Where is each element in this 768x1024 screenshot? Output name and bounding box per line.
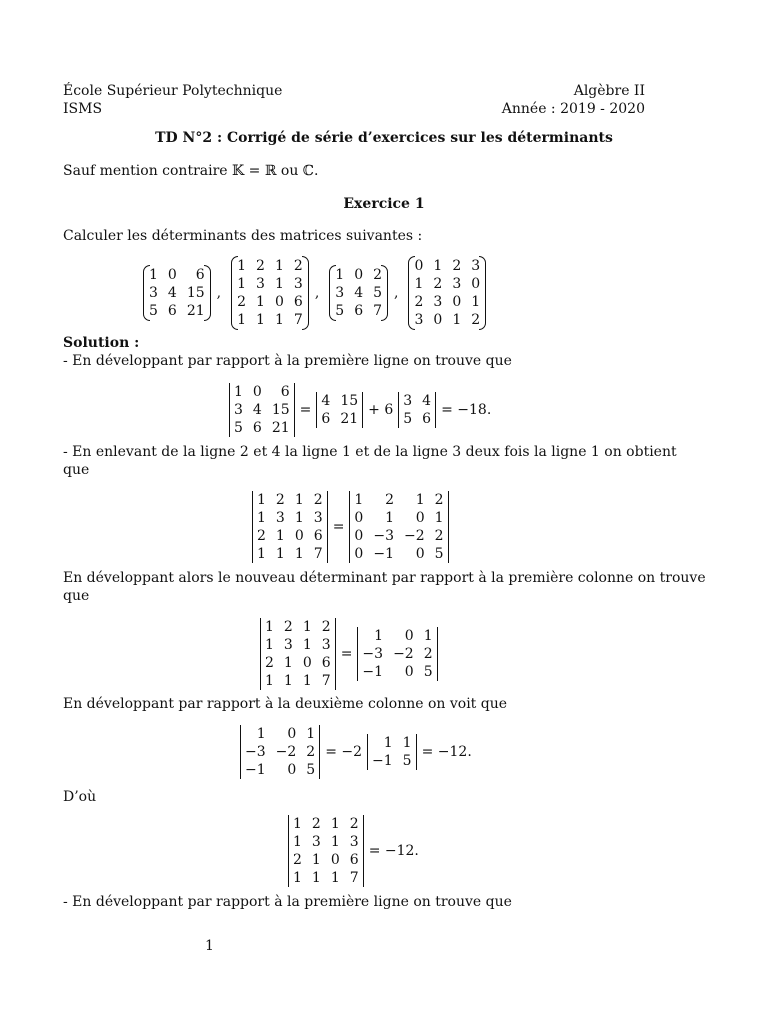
paragraph-4: En développant par rapport à la deuxième colonne on voit que (63, 696, 508, 712)
matrix-cell: −1 (372, 753, 393, 769)
minor-a2 (398, 392, 436, 428)
matrix-cell: 7 (349, 870, 359, 886)
matrix-cell: 1 (274, 312, 284, 328)
det-a (229, 383, 295, 437)
equals-sign: = (340, 646, 353, 662)
matrix-cell: −1 (245, 762, 266, 778)
matrix-cell: 0 (330, 852, 340, 868)
matrix-cell: 1 (274, 258, 284, 274)
minor-m3 (367, 734, 417, 770)
det-b (260, 618, 336, 690)
solution-label: Solution : (63, 335, 140, 351)
matrix-cell: 1 (306, 726, 316, 742)
paragraph-2: - En enlevant de la ligne 2 et 4 la ligne 1 et de la ligne 3 deux fois la ligne 1 on obtient (63, 444, 677, 460)
matrix-cell: 1 (374, 628, 384, 644)
matrix-cell: 4 (321, 393, 331, 409)
matrix-cell: 3 (283, 637, 293, 653)
matrix-cell: 1 (434, 510, 444, 526)
matrix-cell: 4 (422, 393, 432, 409)
matrix-cell: 2 (275, 492, 285, 508)
equation-reduction (252, 490, 449, 564)
result-a: = −18. (441, 402, 492, 418)
matrix-cell: 6 (321, 411, 331, 427)
matrix-cell: 6 (321, 655, 331, 671)
matrix-cell: 5 (234, 420, 243, 436)
matrix-cell: 1 (265, 637, 274, 653)
matrix-cell: 4 (167, 285, 177, 301)
matrix-cell: 3 (433, 294, 443, 310)
matrix-cell: 2 (265, 655, 274, 671)
matrix-cell: 2 (385, 492, 394, 508)
minor-a1 (316, 392, 363, 428)
matrix-cell: 0 (415, 510, 425, 526)
matrix-cell: 0 (433, 312, 443, 328)
matrix-cell: 6 (252, 420, 262, 436)
matrix-cell: 1 (293, 834, 302, 850)
matrix-cell: 1 (256, 312, 265, 328)
matrix-cell: 1 (293, 870, 302, 886)
matrix-cell: 0 (252, 384, 262, 400)
matrix-cell: 21 (186, 303, 205, 319)
matrix-cell: 6 (313, 528, 323, 544)
matrix-cell: 1 (335, 267, 345, 283)
equation-det-m3 (240, 724, 477, 780)
matrix-cell: 1 (237, 312, 247, 328)
matrix-c (329, 266, 388, 320)
matrix-cell: 1 (402, 735, 412, 751)
matrix-cell: 0 (354, 267, 364, 283)
matrix-cell: 1 (294, 492, 304, 508)
matrix-cell: −3 (245, 744, 266, 760)
matrix-cell: 2 (293, 258, 303, 274)
matrix-cell: −1 (362, 664, 384, 680)
matrix-cell: 2 (471, 312, 481, 328)
matrix-cell: 2 (434, 492, 444, 508)
matrix-cell: 5 (403, 411, 413, 427)
matrix-cell: 1 (414, 276, 424, 292)
matrices-row (143, 258, 486, 328)
matrix-cell: 1 (275, 528, 285, 544)
matrix-cell: 1 (294, 546, 304, 562)
matrix-cell: 2 (414, 294, 424, 310)
institute-name: ISMS (63, 101, 103, 117)
equals-sign: = (299, 402, 312, 418)
comma: , (314, 285, 320, 301)
matrix-cell: 1 (311, 852, 321, 868)
matrix-cell: 2 (257, 528, 266, 544)
matrix-cell: 0 (302, 655, 312, 671)
matrix-cell: 1 (234, 384, 243, 400)
matrix-cell: 6 (195, 267, 205, 283)
field-note: Sauf mention contraire 𝕂 = ℝ ou ℂ. (63, 163, 319, 179)
matrix-cell: 1 (330, 816, 340, 832)
matrix-cell: 1 (237, 276, 247, 292)
matrix-cell: −3 (373, 528, 394, 544)
matrix-cell: 3 (321, 637, 331, 653)
matrix-cell: 1 (471, 294, 481, 310)
matrix-cell: 1 (265, 673, 274, 689)
matrix-cell: −2 (393, 646, 414, 662)
matrix-cell: 1 (256, 294, 265, 310)
matrix-cell: 1 (257, 510, 266, 526)
comma: , (216, 285, 222, 301)
equals-sign: = (332, 519, 345, 535)
matrix-cell: 1 (302, 619, 312, 635)
school-name: École Supérieur Polytechnique (63, 83, 283, 99)
matrix-cell: 1 (433, 258, 443, 274)
result-b: = −12. (368, 843, 419, 859)
matrix-cell: 0 (354, 546, 364, 562)
exercise-title: Exercice 1 (343, 196, 425, 212)
matrix-cell: −3 (362, 646, 384, 662)
matrix-cell: 2 (256, 258, 265, 274)
matrix-cell: 1 (274, 276, 284, 292)
matrix-cell: 2 (283, 619, 293, 635)
matrix-cell: 0 (287, 726, 297, 742)
matrix-cell: 3 (149, 285, 158, 301)
matrix-cell: 1 (283, 655, 293, 671)
matrix-cell: 0 (404, 628, 414, 644)
matrix-cell: 7 (313, 546, 323, 562)
matrix-a (143, 266, 211, 320)
matrix-cell: 0 (404, 664, 414, 680)
matrix-cell: 2 (313, 492, 323, 508)
matrix-cell: 1 (293, 816, 302, 832)
matrix-cell: 6 (422, 411, 432, 427)
matrix-cell: 0 (415, 546, 425, 562)
matrix-cell: 3 (403, 393, 413, 409)
matrix-cell: 1 (257, 546, 266, 562)
det-m3 (357, 627, 437, 681)
paragraph-6: - En développant par rapport à la première ligne on trouve que (63, 894, 512, 910)
matrix-cell: 6 (349, 852, 359, 868)
matrix-cell: 1 (302, 673, 312, 689)
matrix-cell: 2 (373, 267, 383, 283)
equation-final (288, 814, 424, 888)
matrix-cell: 2 (321, 619, 331, 635)
matrix-cell: 5 (306, 762, 316, 778)
equation-column-expansion (260, 617, 438, 691)
matrix-cell: 0 (354, 528, 364, 544)
matrix-cell: 3 (414, 312, 424, 328)
matrix-cell: 3 (313, 510, 323, 526)
matrix-cell: 0 (287, 762, 297, 778)
matrix-d (408, 257, 486, 329)
det-b (252, 491, 328, 563)
matrix-cell: −2 (403, 528, 425, 544)
matrix-cell: 3 (256, 276, 265, 292)
matrix-cell: 7 (293, 312, 303, 328)
matrix-cell: 1 (330, 834, 340, 850)
matrix-cell: 0 (167, 267, 177, 283)
matrix-cell: 21 (340, 411, 359, 427)
matrix-cell: 21 (271, 420, 290, 436)
page-number: 1 (205, 938, 214, 954)
matrix-cell: 2 (311, 816, 321, 832)
matrix-cell: 1 (452, 312, 462, 328)
matrix-cell: 1 (256, 726, 266, 742)
exercise-statement: Calculer les déterminants des matrices suivantes : (63, 228, 423, 244)
plus-six: + 6 (368, 402, 394, 418)
det-m3 (240, 725, 320, 779)
matrix-cell: 1 (354, 492, 364, 508)
course-name: Algèbre II (573, 83, 645, 99)
matrix-cell: 2 (452, 258, 462, 274)
academic-year: Année : 2019 - 2020 (501, 101, 645, 117)
matrix-cell: 1 (237, 258, 247, 274)
matrix-cell: 3 (335, 285, 345, 301)
matrix-cell: 1 (294, 510, 304, 526)
matrix-cell: 1 (149, 267, 158, 283)
matrix-cell: 2 (349, 816, 359, 832)
matrix-cell: 5 (423, 664, 433, 680)
matrix-cell: 3 (349, 834, 359, 850)
matrix-cell: 2 (433, 276, 443, 292)
matrix-cell: 3 (452, 276, 462, 292)
matrix-cell: 6 (354, 303, 364, 319)
paragraph-3b: que (63, 588, 90, 604)
matrix-cell: 6 (280, 384, 290, 400)
matrix-cell: −1 (373, 546, 394, 562)
matrix-cell: 3 (293, 276, 303, 292)
matrix-cell: 0 (414, 258, 424, 274)
paragraph-5: D’où (63, 789, 97, 805)
matrix-cell: 1 (385, 510, 394, 526)
matrix-cell: 1 (302, 637, 312, 653)
matrix-cell: 0 (274, 294, 284, 310)
matrix-b (231, 257, 309, 329)
matrix-cell: 3 (275, 510, 285, 526)
matrix-cell: 5 (335, 303, 345, 319)
det-b (288, 815, 364, 887)
matrix-cell: 4 (354, 285, 364, 301)
det-b-reduced (349, 491, 448, 563)
matrix-cell: 5 (149, 303, 158, 319)
matrix-cell: 0 (354, 510, 364, 526)
paragraph-3: En développant alors le nouveau déterminant par rapport à la première colonne on trouve (63, 570, 706, 586)
matrix-cell: 1 (415, 492, 425, 508)
matrix-cell: 15 (186, 285, 205, 301)
matrix-cell: 6 (293, 294, 303, 310)
matrix-cell: 6 (167, 303, 177, 319)
matrix-cell: 5 (434, 546, 444, 562)
matrix-cell: 7 (321, 673, 331, 689)
matrix-cell: 0 (294, 528, 304, 544)
matrix-cell: 2 (306, 744, 316, 760)
matrix-cell: 5 (402, 753, 412, 769)
matrix-cell: 15 (340, 393, 359, 409)
matrix-cell: 2 (237, 294, 247, 310)
matrix-cell: 2 (293, 852, 302, 868)
matrix-cell: 1 (265, 619, 274, 635)
matrix-cell: 1 (423, 628, 433, 644)
matrix-cell: 3 (471, 258, 481, 274)
matrix-cell: 15 (271, 402, 290, 418)
matrix-cell: 0 (471, 276, 481, 292)
matrix-cell: −2 (275, 744, 297, 760)
matrix-cell: 7 (373, 303, 383, 319)
matrix-cell: 1 (257, 492, 266, 508)
matrix-cell: 1 (330, 870, 340, 886)
matrix-cell: 0 (452, 294, 462, 310)
matrix-cell: 1 (311, 870, 321, 886)
comma: , (394, 285, 399, 301)
paragraph-1: - En développant par rapport à la première ligne on trouve que (63, 353, 512, 369)
matrix-cell: 3 (234, 402, 243, 418)
matrix-cell: 1 (275, 546, 285, 562)
matrix-cell: 5 (373, 285, 383, 301)
matrix-cell: 2 (434, 528, 444, 544)
matrix-cell: 1 (283, 673, 293, 689)
equation-det-a (229, 382, 496, 438)
matrix-cell: 2 (423, 646, 433, 662)
document-title: TD N°2 : Corrigé de série d’exercices sur les déterminants (155, 130, 613, 146)
paragraph-2b: que (63, 462, 90, 478)
matrix-cell: 1 (383, 735, 393, 751)
minus-two: = −2 (325, 744, 363, 760)
matrix-cell: 3 (311, 834, 321, 850)
result-m3: = −12. (421, 744, 472, 760)
matrix-cell: 4 (252, 402, 262, 418)
